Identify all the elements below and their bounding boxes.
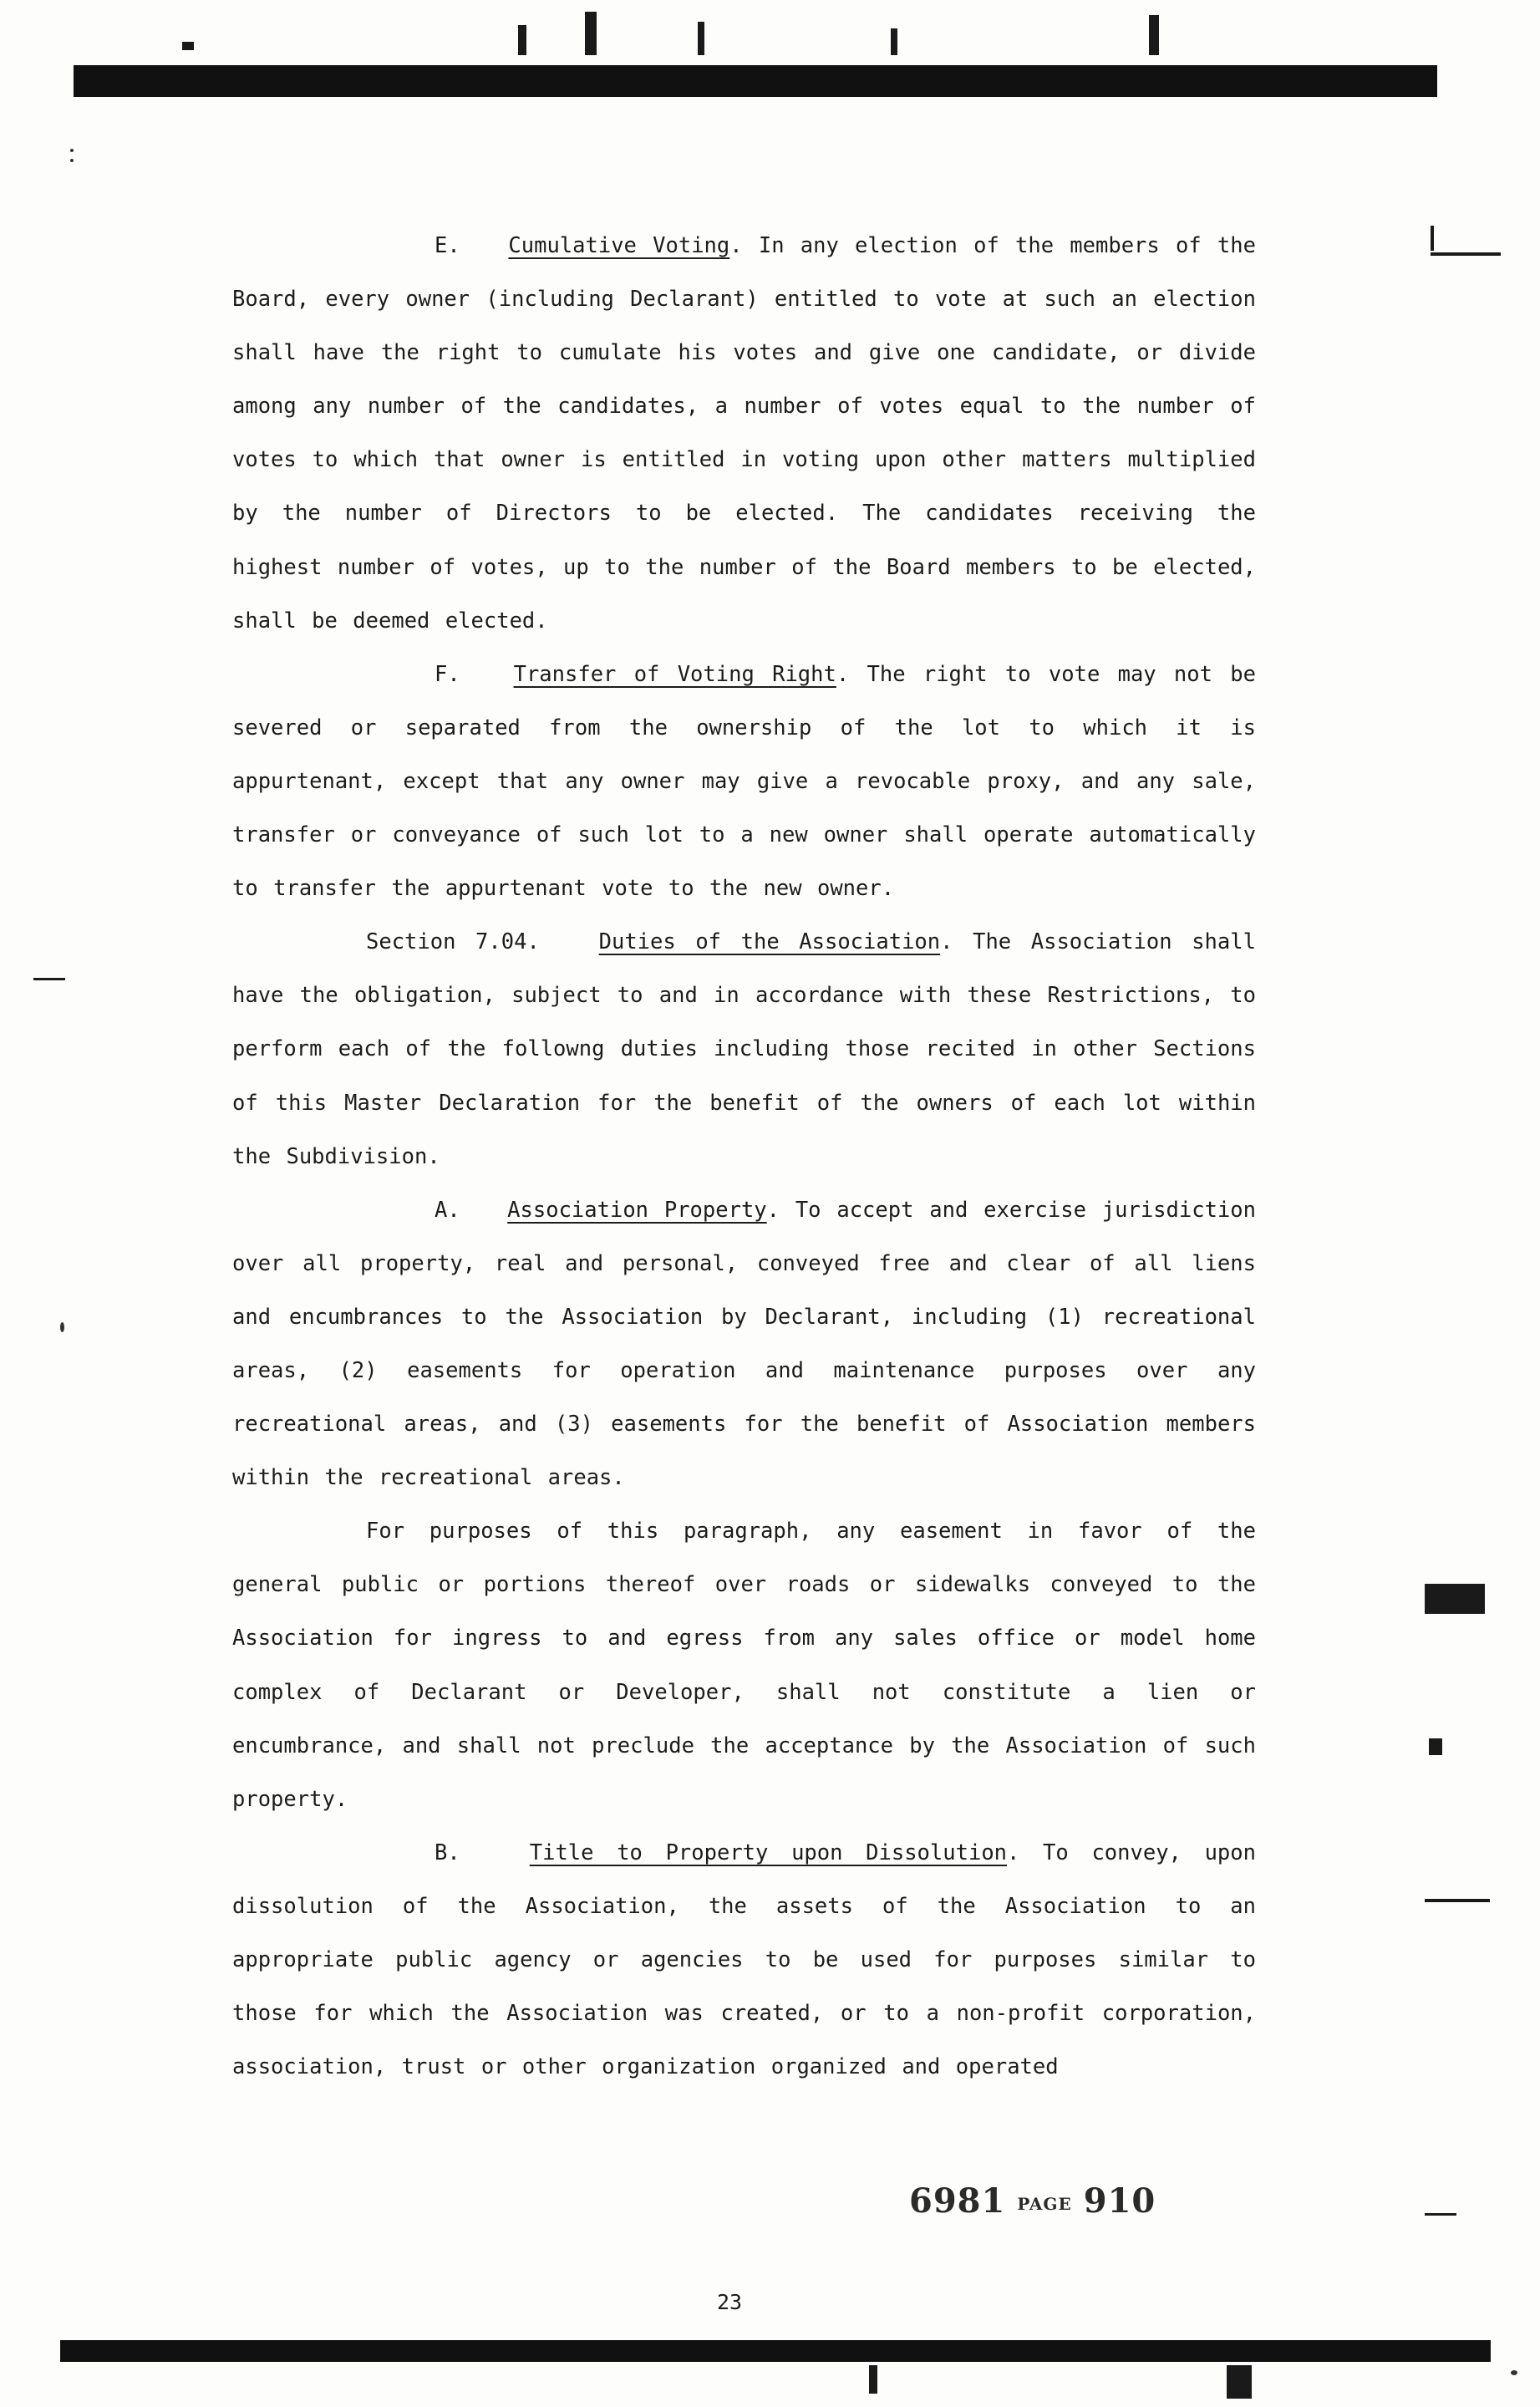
paragraph-cumulative-voting [232, 219, 1256, 648]
scan-speck [70, 159, 74, 162]
paragraph-heading: Duties of the Association [598, 929, 941, 955]
paragraph-label: A. [435, 1197, 460, 1223]
paragraph-purposes [232, 1504, 1256, 1826]
bottom-scan-border [60, 2340, 1491, 2362]
paragraph-heading: Title to Property upon Dissolution [529, 1840, 1008, 1865]
book-page-number: 910 [1083, 2181, 1156, 2221]
right-margin-mark [1431, 226, 1434, 251]
page-number: 23 [717, 2290, 743, 2314]
paragraph-text: . To accept and exercise jurisdiction over all property, real and personal, conveyed free and clear of all liens and encumbrances to the Association by Declarant, including (1) recreational areas, (2) easements for operation and maintenance purposes over any recreational areas, and (3) easements for the benefit of Association members within the recreational areas. [232, 1197, 1256, 1491]
scan-speck [1511, 2370, 1517, 2375]
paragraph-label: F. [435, 661, 460, 687]
bottom-binding-mark [1227, 2365, 1252, 2399]
right-margin-dash [1425, 1899, 1490, 1902]
book-number: 6981 [909, 2181, 1006, 2221]
top-binding-mark [1149, 15, 1159, 55]
paragraph-label: B. [435, 1840, 460, 1865]
scan-speck [60, 1322, 64, 1332]
paragraph-heading: Association Property [507, 1197, 767, 1223]
paragraph-text: . To convey, upon dissolution of the Association, the assets of the Association to an appropriate public agency or agencies to be used for purposes similar to those for which the Association was created, or to a non-profit corporation, association, trust or other organization organized and operated [232, 1840, 1256, 2080]
top-binding-mark [891, 28, 897, 55]
paragraph-section-7-04 [232, 915, 1256, 1183]
paragraph-association-property [232, 1183, 1256, 1505]
top-binding-mark [182, 42, 194, 50]
top-binding-mark [518, 25, 526, 55]
paragraph-text: . The right to vote may not be severed or separated from the ownership of the lot to which it is appurtenant, except that any owner may give a revocable proxy, and any sale, transfer or conveyance of such lot to a new owner shall operate automatically to transfer the appurtenant vote to the new owner. [232, 661, 1256, 902]
page-label: PAGE [1017, 2194, 1072, 2214]
paragraph-text: . The Association shall have the obligation, subject to and in accordance with these Restrictions, to perform each of the followng duties including those recited in other Sections of this Master Declaration for the benefit of the owners of each lot within the Subdivision. [232, 929, 1256, 1169]
book-page-stamp [909, 2181, 1156, 2221]
top-scan-border [74, 65, 1437, 97]
left-margin-dash [33, 978, 65, 980]
scan-speck [70, 149, 74, 152]
paragraph-transfer-of-voting-right [232, 648, 1256, 915]
right-margin-block [1425, 1584, 1485, 1614]
paragraph-text: . In any election of the members of the Board, every owner (including Declarant) entitled to vote at such an election shall have the right to cumulate his votes and give one candidate, or divide among any number of the candidates, a number of votes equal to the number of votes to which that owner is entitled in voting upon other matters multiplied by the number of Directors to be elected. The candidates receiving the highest number of votes, up to the number of the Board members to be elected, shall be deemed elected. [232, 233, 1256, 634]
right-margin-mark [1431, 252, 1501, 256]
paragraph-label: E. [435, 233, 460, 258]
right-margin-mark [1429, 1738, 1442, 1755]
paragraph-label: Section 7.04. [366, 929, 540, 955]
document-body [232, 219, 1256, 2094]
paragraph-title-upon-dissolution [232, 1826, 1256, 2094]
top-binding-mark [698, 22, 704, 55]
top-binding-mark [585, 12, 597, 55]
paragraph-text: For purposes of this paragraph, any easement in favor of the general public or portions thereof over roads or sidewalks conveyed to the Association for ingress to and egress from any sales office or model home complex of Declarant or Developer, shall not constitute a lien or encumbrance, and shall not preclude the acceptance by the Association of such property. [232, 1519, 1256, 1812]
paragraph-heading: Cumulative Voting [508, 233, 730, 258]
right-margin-dash [1425, 2213, 1456, 2216]
bottom-binding-mark [869, 2365, 877, 2394]
paragraph-heading: Transfer of Voting Right [513, 661, 836, 687]
